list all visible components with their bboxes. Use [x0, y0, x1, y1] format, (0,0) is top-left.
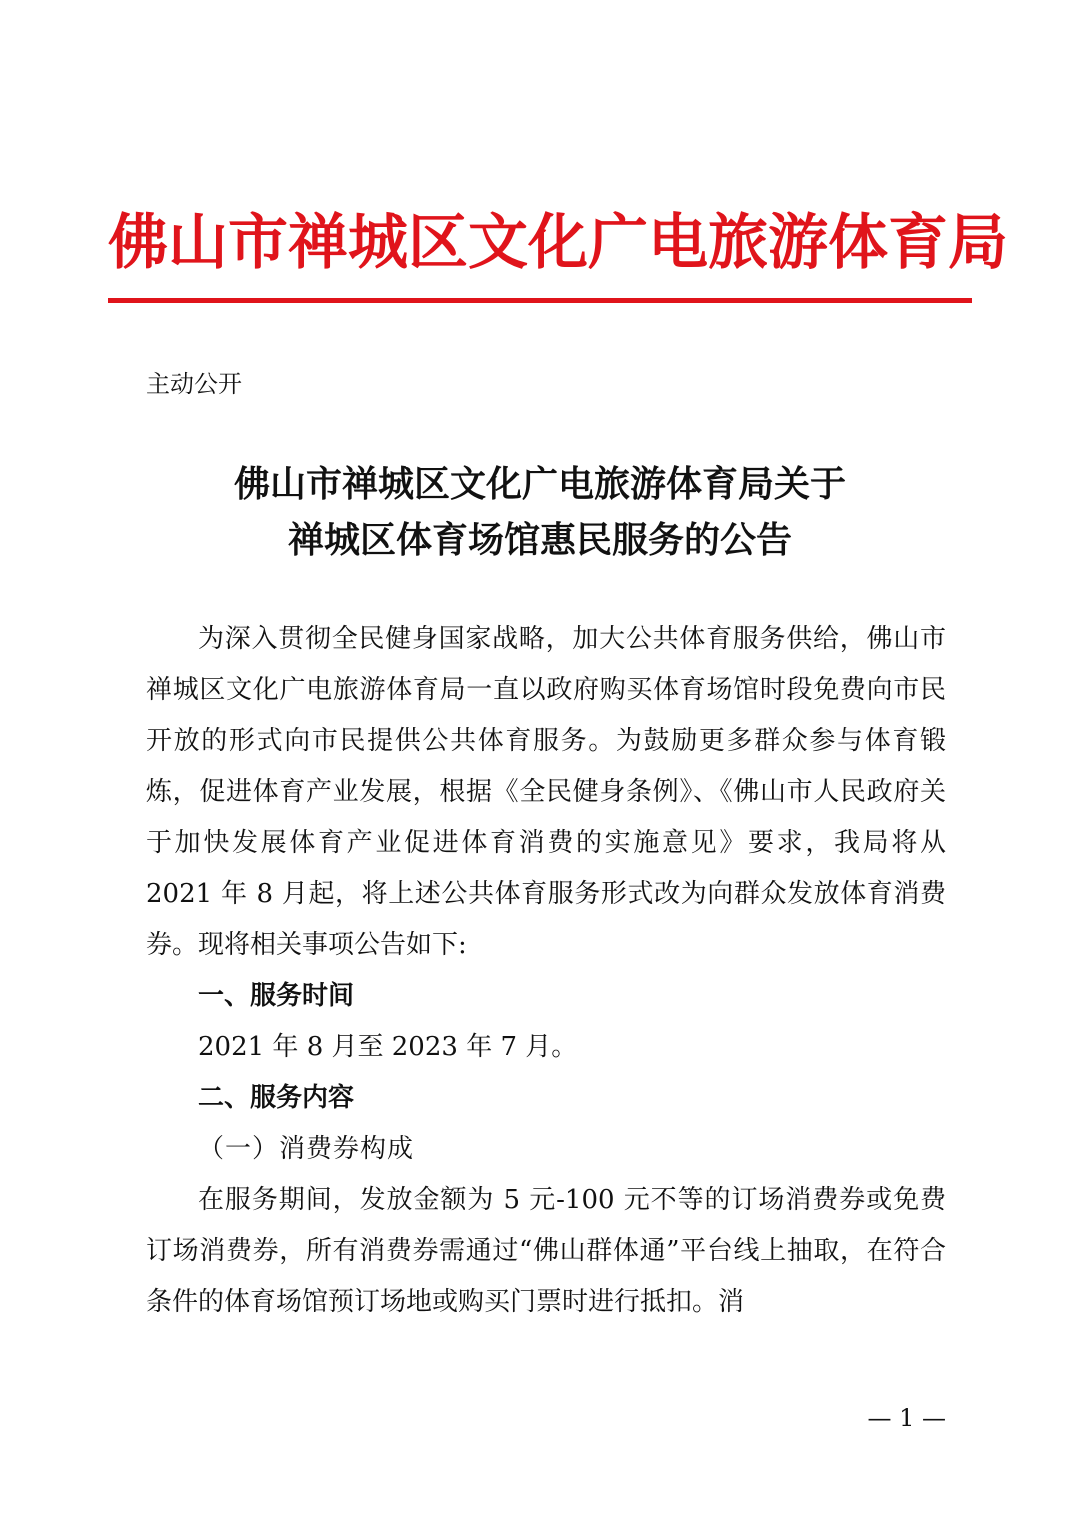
page-number: — 1 —	[867, 1404, 946, 1432]
intro-paragraph: 为深入贯彻全民健身国家战略，加大公共体育服务供给，佛山市禅城区文化广电旅游体育局一直以政府购买体育场馆时段免费向市民开放的形式向市民提供公共体育服务。为鼓励更多群众参与体育锻炼，促进体育产业发展，根据《全民健身条例》、《佛山市人民政府关于加快发展体育产业促进体育消费的实施意见》要求，我局将从 2021 年 8 月起，将上述公共体育服务形式改为向群众发放体育消费券。现将相关事项公告如下:	[146, 624, 946, 960]
document-title	[108, 456, 972, 568]
document-body	[146, 614, 946, 1328]
section-2-text: 在服务期间，发放金额为 5 元-100 元不等的订场消费券或免费订场消费券，所有消费券需通过“佛山群体通”平台线上抽取，在符合条件的体育场馆预订场地或购买门票时进行抵扣。消	[146, 1185, 946, 1317]
section-2-heading: 二、服务内容	[198, 1083, 355, 1113]
document-title-line-1: 佛山市禅城区文化广电旅游体育局关于	[233, 463, 846, 505]
masthead-red-rule	[108, 298, 972, 303]
document-title-line-2: 禅城区体育场馆惠民服务的公告	[287, 519, 792, 561]
section-2-subheading: （一）消费券构成	[198, 1134, 415, 1164]
agency-masthead: 佛山市禅城区文化广电旅游体育局	[108, 208, 1008, 278]
section-1-heading: 一、服务时间	[198, 981, 355, 1011]
disclosure-label: 主动公开	[146, 370, 242, 398]
section-1-text: 2021 年 8 月至 2023 年 7 月。	[198, 1032, 578, 1062]
